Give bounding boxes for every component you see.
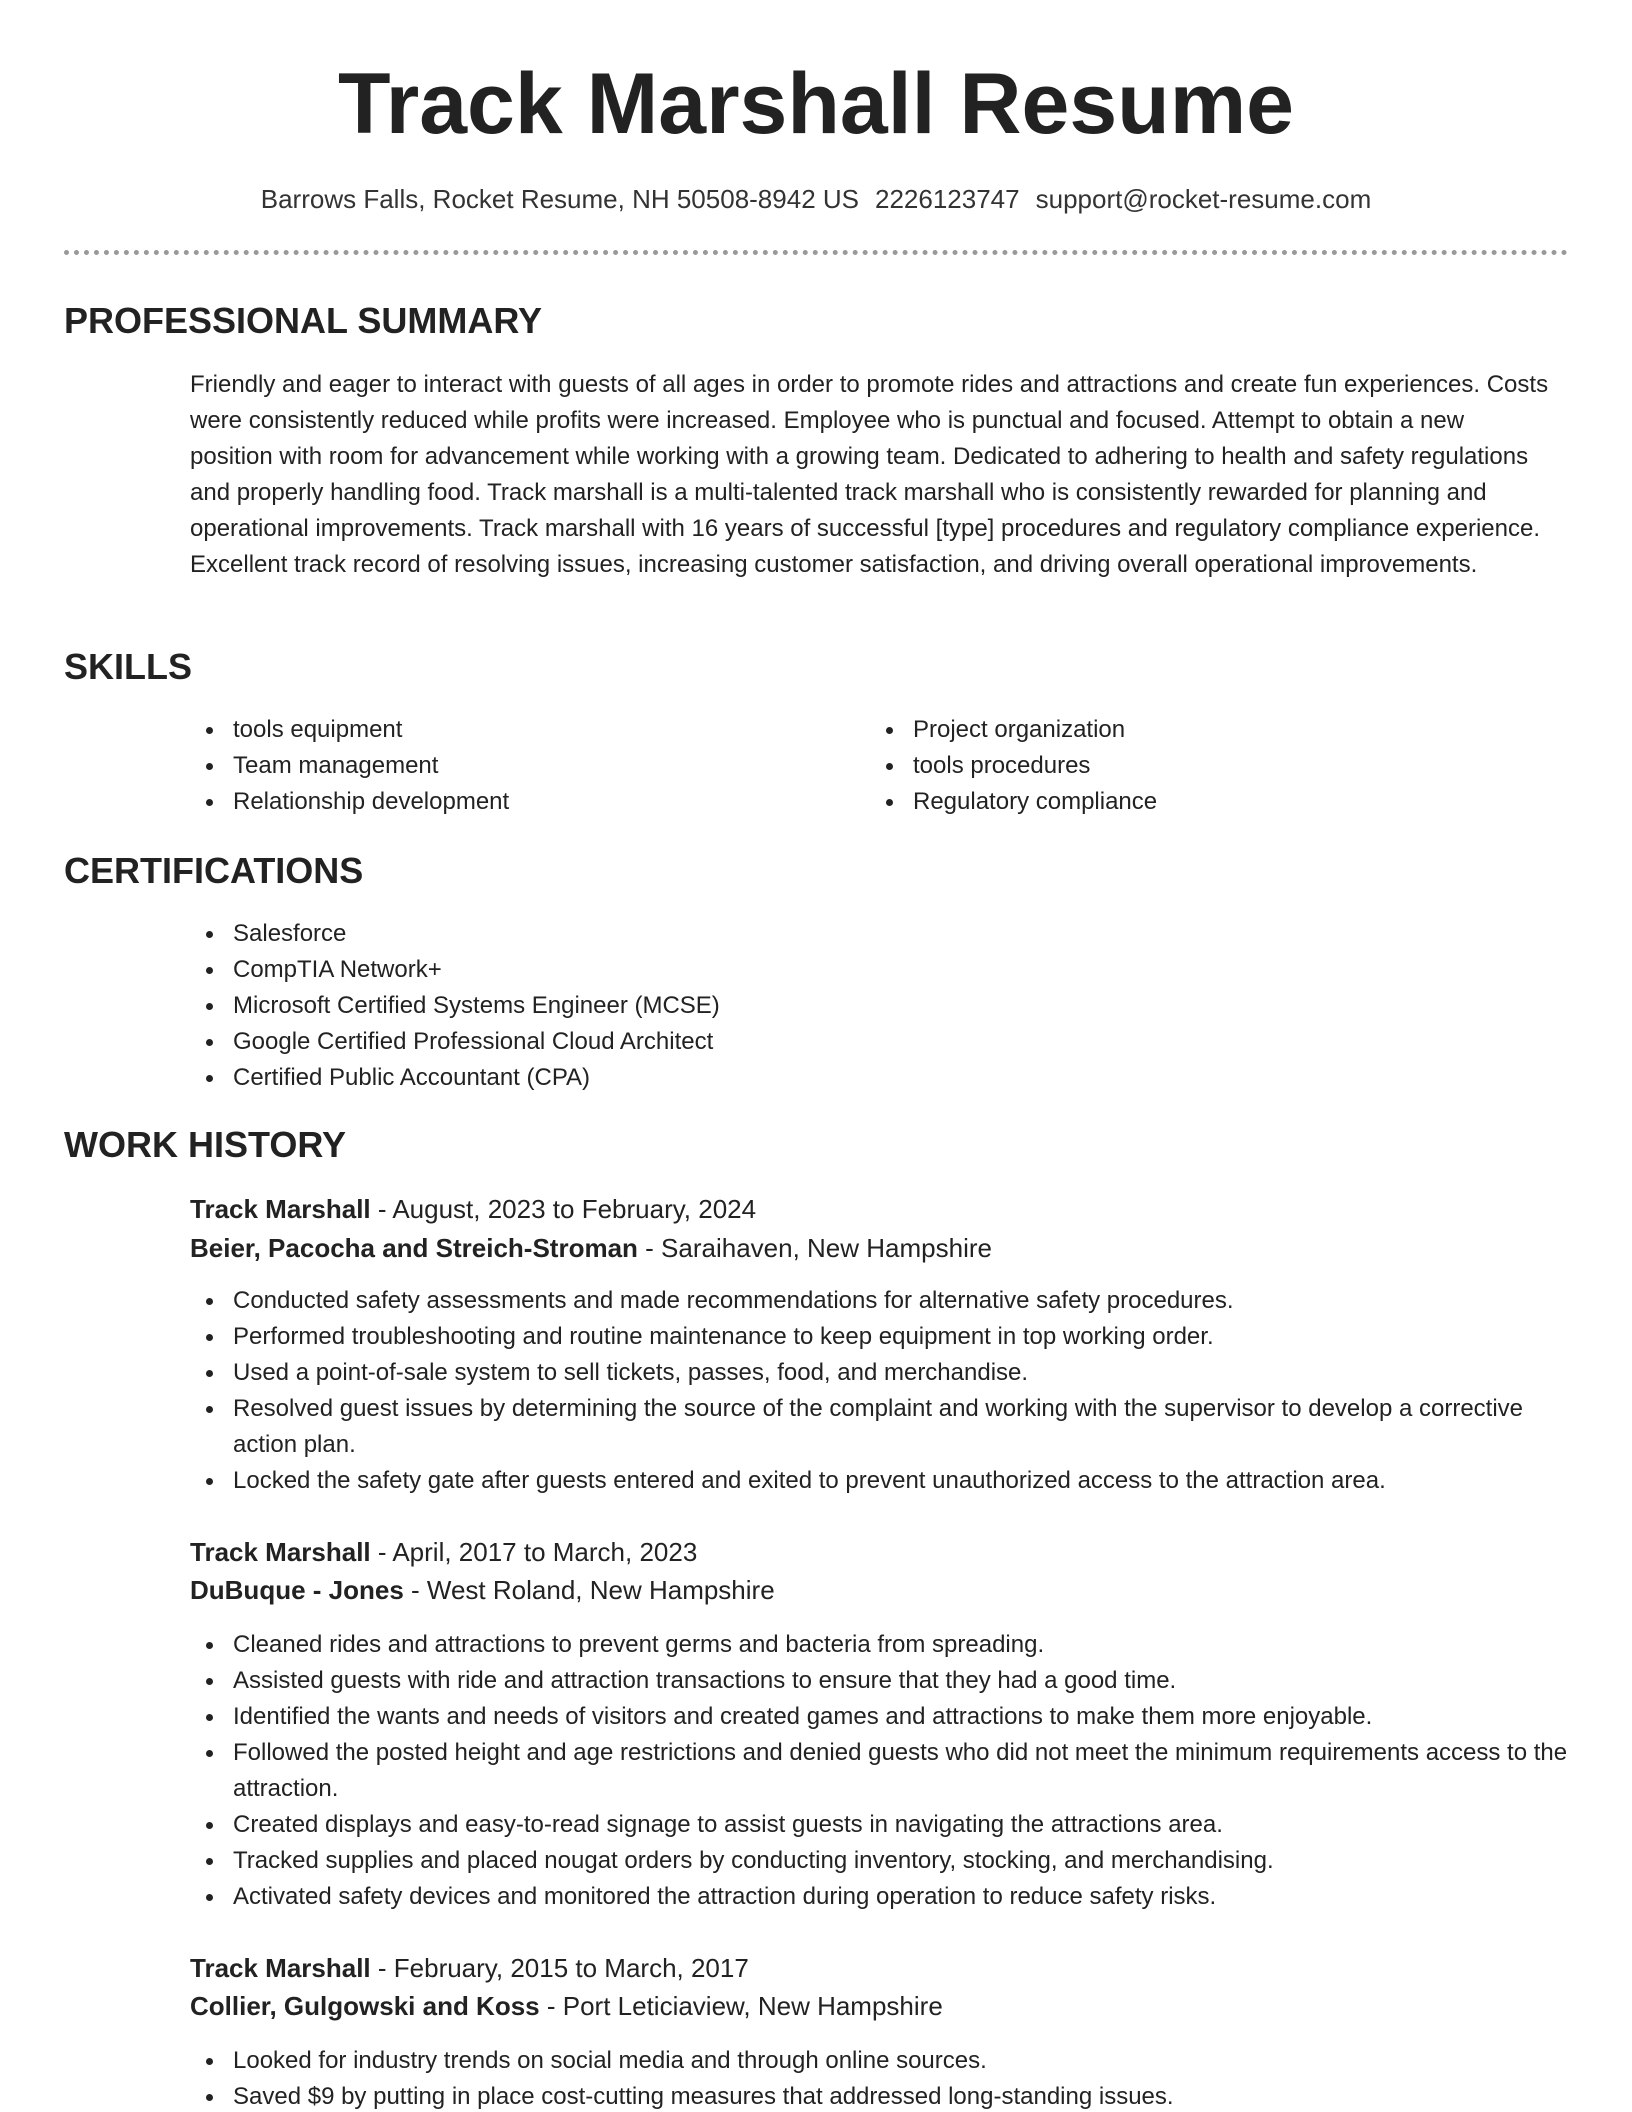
job-company-line xyxy=(190,1988,943,2024)
certifications-list xyxy=(190,916,1550,1096)
email: support@rocket-resume.com xyxy=(1035,184,1372,214)
job-company: Collier, Gulgowski and Koss xyxy=(190,1991,540,2021)
job-title-line xyxy=(190,1950,749,1986)
skills-list-right xyxy=(870,712,1510,820)
job-company-line xyxy=(190,1572,775,1608)
job-bullet: Identified the wants and needs of visitors and created games and attractions to make them more enjoyable. xyxy=(190,1699,1570,1735)
skills-list-left xyxy=(190,712,830,820)
job-bullet: Created displays and easy-to-read signage to assist guests in navigating the attractions area. xyxy=(190,1807,1570,1843)
job-location: - Saraihaven, New Hampshire xyxy=(637,1233,992,1263)
summary-text: Friendly and eager to interact with guests of all ages in order to promote rides and attractions and create fun experiences. Costs were consistently reduced while profits were increased. Employee who is punctual and focused. Attempt to obtain a new position with room for advancement while working with a growing team. Dedicated to adhering to health and safety regulations and properly handling food. Track marshall is a multi-talented track marshall who is consistently rewarded for planning and operational improvements. Track marshall with 16 years of successful [type] procedures and regulatory compliance experience. Excellent track record of resolving issues, increasing customer satisfaction, and driving overall operational improvements. xyxy=(190,371,1549,578)
header-divider xyxy=(64,250,1568,255)
job-bullet: Locked the safety gate after guests entered and exited to prevent unauthorized access to the attraction area. xyxy=(190,1463,1570,1499)
skill-item: tools equipment xyxy=(190,712,830,748)
certification-item: Microsoft Certified Systems Engineer (MCSE) xyxy=(190,988,1550,1024)
job-title-line xyxy=(190,1534,697,1570)
certifications-heading: CERTIFICATIONS xyxy=(64,850,364,891)
job-bullet: Resolved guest issues by determining the source of the complaint and working with the supervisor to develop a corrective action plan. xyxy=(190,1391,1570,1463)
skills-heading: SKILLS xyxy=(64,646,193,687)
job-bullet: Followed the posted height and age restrictions and denied guests who did not meet the minimum requirements access to the attraction. xyxy=(190,1735,1570,1807)
skill-item: tools procedures xyxy=(870,748,1510,784)
job-role: Track Marshall xyxy=(190,1194,371,1224)
job-bullet: Saved $9 by putting in place cost-cutting measures that addressed long-standing issues. xyxy=(190,2079,1570,2112)
skill-item: Team management xyxy=(190,748,830,784)
job-bullet: Performed troubleshooting and routine maintenance to keep equipment in top working order. xyxy=(190,1319,1570,1355)
certification-item: Certified Public Accountant (CPA) xyxy=(190,1060,1550,1096)
phone: 2226123747 xyxy=(875,184,1020,214)
job-location: - Port Leticiaview, New Hampshire xyxy=(539,1991,943,2021)
job-role: Track Marshall xyxy=(190,1537,371,1567)
job-bullet: Used a point-of-sale system to sell tickets, passes, food, and merchandise. xyxy=(190,1355,1570,1391)
work-history-heading: WORK HISTORY xyxy=(64,1124,347,1165)
skill-item: Project organization xyxy=(870,712,1510,748)
job-location: - West Roland, New Hampshire xyxy=(403,1575,775,1605)
certification-item: Google Certified Professional Cloud Architect xyxy=(190,1024,1550,1060)
job-bullets xyxy=(190,2043,1570,2112)
contact-line xyxy=(0,181,1632,217)
job-bullet: Tracked supplies and placed nougat orders by conducting inventory, stocking, and merchandising. xyxy=(190,1843,1570,1879)
job-bullet: Activated safety devices and monitored the attraction during operation to reduce safety risks. xyxy=(190,1879,1570,1915)
certification-item: CompTIA Network+ xyxy=(190,952,1550,988)
job-company: DuBuque - Jones xyxy=(190,1575,404,1605)
job-company: Beier, Pacocha and Streich-Stroman xyxy=(190,1233,638,1263)
skill-item: Relationship development xyxy=(190,784,830,820)
job-bullet: Conducted safety assessments and made recommendations for alternative safety procedures. xyxy=(190,1283,1570,1319)
job-dates: - April, 2017 to March, 2023 xyxy=(370,1537,698,1567)
job-dates: - February, 2015 to March, 2017 xyxy=(370,1953,749,1983)
skill-item: Regulatory compliance xyxy=(870,784,1510,820)
resume-title: Track Marshall Resume xyxy=(337,56,1295,152)
summary-heading: PROFESSIONAL SUMMARY xyxy=(64,300,543,341)
job-company-line xyxy=(190,1230,992,1266)
job-bullet: Assisted guests with ride and attraction transactions to ensure that they had a good time. xyxy=(190,1663,1570,1699)
job-bullets xyxy=(190,1283,1570,1499)
job-dates: - August, 2023 to February, 2024 xyxy=(370,1194,757,1224)
job-bullet: Cleaned rides and attractions to prevent germs and bacteria from spreading. xyxy=(190,1627,1570,1663)
job-role: Track Marshall xyxy=(190,1953,371,1983)
certification-item: Salesforce xyxy=(190,916,1550,952)
job-bullet: Looked for industry trends on social media and through online sources. xyxy=(190,2043,1570,2079)
job-title-line xyxy=(190,1191,756,1227)
job-bullets xyxy=(190,1627,1570,1915)
address: Barrows Falls, Rocket Resume, NH 50508-8942 US xyxy=(260,184,859,214)
